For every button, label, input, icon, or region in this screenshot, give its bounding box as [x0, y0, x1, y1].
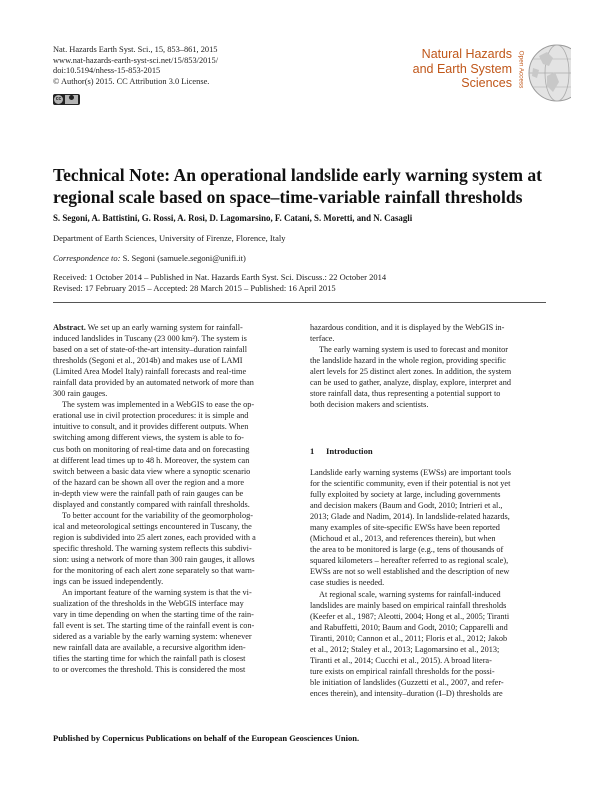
intro-line: Tiranti et al., 2014; Cucchi et al., 2015). A broad litera-: [310, 655, 492, 665]
intro-line: for the scientific community, even if their potential is not yet: [310, 479, 511, 489]
globe-logo-icon: [527, 42, 571, 104]
abstract-line: induced landslides in Tuscany (23 000 km²). The system is: [53, 334, 247, 344]
intro-line: ences therein), and intensity–duration (I–D) thresholds are: [310, 688, 503, 698]
abstract-line: sualization of the thresholds in the WebGIS interface may: [53, 599, 244, 609]
journal-name-line-3: Sciences: [461, 76, 512, 91]
intro-line: ble initiation of landslides (Guzzetti et al., 2007, and refer-: [310, 677, 504, 687]
affiliation: Department of Earth Sciences, University of Firenze, Florence, Italy: [53, 233, 286, 243]
received-date-line: Received: 1 October 2014 – Published in Nat. Hazards Earth Syst. Sci. Discuss.: 22 October 2014: [53, 272, 387, 282]
introduction-column: [310, 467, 548, 699]
intro-line: fully exploited by society at large, including governments: [310, 490, 501, 500]
abstract-line: hazardous condition, and it is displayed by the WebGIS in-: [310, 323, 505, 332]
section-heading-introduction: [310, 446, 373, 456]
journal-logo-text: [382, 47, 512, 91]
abstract-line: ical and meteorological settings encountered in Tuscany, the: [53, 521, 252, 531]
abstract-line: vary in time depending on when the starting time of the rain-: [53, 610, 254, 620]
abstract-line: sion: using a network of more than 300 rain gauges, it allows: [53, 554, 255, 564]
abstract-line: at different lead times up to 48 h. Moreover, the system can: [53, 455, 250, 465]
intro-line: and decision makers (Baum and Godt, 2010; Intrieri et al.,: [310, 501, 503, 511]
abstract-first-line: Abstract. We set up an early warning system for rainfall-: [53, 323, 243, 332]
abstract-line: thresholds (Segoni et al., 2014b) and makes use of LAMI: [53, 356, 243, 366]
abstract-line: can be used to gather, analyze, display, explore, interpret and: [310, 378, 511, 388]
abstract-line: 300 rain gauges.: [53, 389, 108, 399]
journal-name-line-1: Natural Hazards: [421, 47, 512, 61]
abstract-line: alert levels for 25 distinct alert zones. In addition, the system: [310, 367, 512, 377]
intro-line: landslides are mainly based on empirical rainfall thresholds: [310, 600, 507, 610]
abstract-line: for the monitoring of each alert zone separately so that warn-: [53, 566, 255, 576]
author-list: S. Segoni, A. Battistini, G. Rossi, A. Rosi, D. Lagomarsino, F. Catani, S. Moretti, and N. Casagli: [53, 213, 413, 223]
citation-license-line: © Author(s) 2015. CC Attribution 3.0 License.: [53, 76, 210, 86]
intro-line: squared kilometers – hereafter referred to as regional scale),: [310, 556, 509, 566]
intro-line: (Michoud et al., 2013, and references therein), but when: [310, 534, 496, 544]
abstract-column: [53, 322, 297, 676]
intro-line: and Rabuffetti, 2010; Baum and Godt, 2010; Capparelli and: [310, 622, 508, 632]
section-number: 1: [310, 446, 315, 456]
abstract-line: store rainfall data, thus representing a potential support to: [310, 389, 501, 399]
open-access-label: Open Access: [517, 50, 525, 89]
intro-line: Tiranti, 2010; Cannon et al., 2011; Floris et al., 2012; Jakob: [310, 633, 508, 643]
abstract-line: the landslide hazard in the whole region, providing specific: [310, 356, 506, 366]
intro-line: 2013; Glade and Nadim, 2014). In landslide-related hazards,: [310, 512, 510, 522]
abstract-line: both decision makers and scientists.: [310, 400, 429, 410]
abstract-line: terface.: [310, 334, 335, 344]
abstract-line: switch between a basic data view where a synoptic scenario: [53, 466, 251, 476]
abstract-line: (Limited Area Model Italy) rainfall forecasts and real-time: [53, 367, 247, 377]
correspondence: [53, 253, 246, 263]
abstract-line: in-depth view were the rainfall path of rain gauges can be: [53, 488, 244, 498]
intro-line: (Keefer et al., 1987; Aleotti, 2004; Hong et al., 2005; Tiranti: [310, 611, 510, 621]
revised-date-line: Revised: 17 February 2015 – Accepted: 28 March 2015 – Published: 16 April 2015: [53, 283, 336, 294]
journal-name-line-2: and Earth System: [412, 61, 512, 76]
intro-line: Landslide early warning systems (EWSs) are important tools: [310, 468, 511, 477]
section-title: Introduction: [326, 446, 373, 456]
intro-line: the area to be monitored is large (e.g., tens of thousands of: [310, 545, 504, 555]
abstract-line: erational use in civil protection procedures: it is simple and: [53, 411, 249, 421]
intro-line: many examples of site-specific EWSs have been reported: [310, 523, 500, 533]
abstract-line: specific threshold. The warning system reflects this subdivi-: [53, 543, 252, 553]
abstract-line: region is subdivided into 25 alert zones, each provided with a: [53, 532, 256, 542]
intro-line: EWSs are not so well established and the description of new: [310, 567, 510, 577]
abstract-line: to or overcomes the threshold. This is considered the most: [53, 665, 246, 675]
abstract-line: cus both on monitoring of real-time data and on forecasting: [53, 444, 250, 454]
abstract-line: sidered as a variable by the early warning system: whenever: [53, 632, 252, 642]
publication-dates: [53, 272, 386, 295]
header-divider: [53, 302, 546, 303]
abstract-line: fall event is set. The starting time of the rainfall event is con-: [53, 621, 255, 631]
title-line-2: regional scale based on space–time-variable rainfall thresholds: [53, 187, 523, 207]
citation-block: [53, 45, 353, 87]
abstract-line: of the hazard can be shown all over the region and a more: [53, 477, 245, 487]
abstract-label: Abstract.: [53, 323, 86, 332]
abstract-line: tifies the starting time for which the rainfall path is closest: [53, 654, 246, 664]
intro-line: case studies is needed.: [310, 578, 385, 588]
intro-line: At regional scale, warning systems for rainfall-induced: [319, 589, 501, 599]
abstract-line: displayed and constantly compared with rainfall thresholds.: [53, 499, 250, 509]
abstract-line: intuitive to consult, and it provides different outputs. When: [53, 422, 249, 432]
publisher-footer: Published by Copernicus Publications on behalf of the European Geosciences Union.: [53, 733, 360, 743]
paper-title: [53, 164, 553, 208]
abstract-line: switching among different views, the system is able to fo-: [53, 433, 244, 443]
abstract-line: The early warning system is used to forecast and monitor: [319, 345, 509, 355]
cc-license-icon[interactable]: [53, 94, 80, 105]
intro-line: et al., 2012; Staley et al., 2013; Lagomarsino et al., 2013;: [310, 644, 500, 654]
abstract-line: based on a set of state-of-the-art intensity–duration rainfall: [53, 345, 248, 355]
cc-by-person-icon: [69, 95, 74, 100]
abstract-line: To better account for the variability of the geomorpholog-: [62, 510, 253, 520]
abstract-continued-column: [310, 322, 548, 410]
cc-symbol: cc: [55, 96, 62, 102]
abstract-line: An important feature of the warning system is that the vi-: [62, 588, 252, 598]
citation-url-link[interactable]: www.nat-hazards-earth-syst-sci.net/15/853/2015/: [53, 55, 219, 65]
abstract-line: new rainfall data are available, a recursive algorithm iden-: [53, 643, 246, 653]
abstract-line: ings can be issued independently.: [53, 577, 164, 587]
correspondence-label: Correspondence to:: [53, 253, 121, 263]
abstract-line: The system was implemented in a WebGIS to ease the op-: [62, 400, 255, 410]
title-line-1: Technical Note: An operational landslide early warning system at: [53, 165, 543, 185]
citation-doi-link[interactable]: doi:10.5194/nhess-15-853-2015: [53, 66, 161, 76]
intro-line: ture exists on empirical rainfall thresholds for the possi-: [310, 666, 495, 676]
citation-journal-line: Nat. Hazards Earth Syst. Sci., 15, 853–861, 2015: [53, 45, 218, 54]
abstract-line: rainfall data provided by an automated network of more than: [53, 378, 254, 388]
correspondence-email-link[interactable]: S. Segoni (samuele.segoni@unifi.it): [122, 253, 246, 263]
